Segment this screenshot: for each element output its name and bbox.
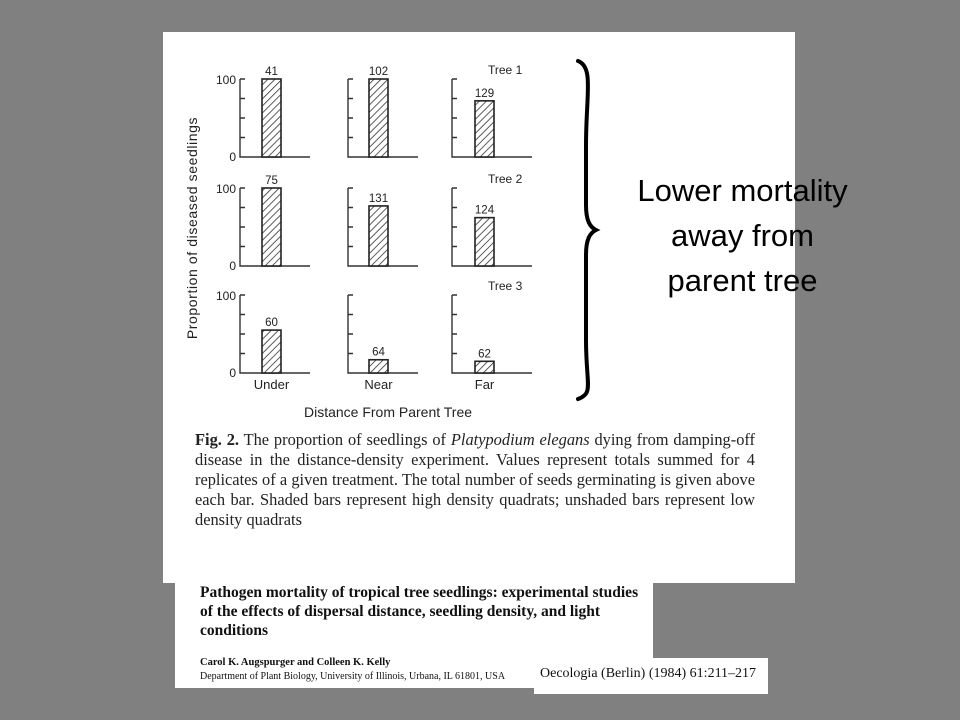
bar — [262, 330, 281, 373]
caption-species: Platypodium elegans — [450, 430, 590, 449]
y-tick-label-100: 100 — [215, 73, 236, 87]
x-tick-label: Far — [474, 377, 495, 392]
journal-citation: Oecologia (Berlin) (1984) 61:211–217 — [540, 666, 757, 681]
bar — [369, 360, 388, 373]
bar — [475, 101, 494, 157]
bar — [262, 79, 281, 157]
caption-text-1: The proportion of seedlings of — [239, 430, 451, 449]
bar-data-label: 64 — [372, 346, 385, 359]
bar-data-label: 62 — [478, 348, 491, 361]
y-tick-label-100: 100 — [215, 289, 236, 303]
x-tick-label: Under — [253, 377, 290, 392]
bar — [262, 188, 281, 266]
panel-title: Tree 1 — [488, 63, 523, 77]
annotation-line-2: away from — [671, 218, 814, 253]
bar-data-label: 124 — [474, 204, 495, 217]
paper-affiliation: Department of Plant Biology, University of Illinois, Urbana, IL 61801, USA — [200, 671, 506, 682]
panel-title: Tree 3 — [488, 279, 523, 293]
bar-data-label: 131 — [368, 192, 389, 205]
paper-title: Pathogen mortality of tropical tree seedlings: experimental studies of the effects of dispersal distance, seedling density, and light conditions — [200, 584, 639, 639]
annotation-line-3: parent tree — [667, 263, 818, 298]
bar — [475, 361, 494, 373]
paper-authors: Carol K. Augspurger and Colleen K. Kelly — [200, 657, 391, 668]
bar-data-label: 75 — [265, 175, 278, 187]
bar-data-label: 60 — [265, 317, 278, 330]
figure-caption — [195, 430, 755, 530]
annotation-line-1: Lower mortality — [637, 173, 848, 208]
caption-text-2: dying from damping-off disease in the distance-density experiment. Values represent totals summed for 4 replicates of a given treatment. The total number of seeds germinating is given above each bar. Shaded bars represent high density quadrats; unshaded bars represent low density quadrats — [195, 430, 756, 529]
bar — [369, 206, 388, 266]
bar — [369, 79, 388, 157]
bar-data-label: 129 — [474, 87, 495, 100]
x-tick-label: Near — [364, 377, 393, 392]
bar — [475, 218, 494, 266]
x-axis-label: Distance From Parent Tree — [303, 404, 473, 420]
bar-data-label: 102 — [368, 66, 389, 78]
y-tick-label-100: 100 — [215, 182, 236, 196]
bar-data-label: 41 — [265, 66, 278, 78]
y-axis-label: Proportion of diseased seedlings — [184, 116, 200, 340]
y-tick-label-0: 0 — [229, 150, 236, 164]
y-tick-label-0: 0 — [229, 259, 236, 273]
y-tick-label-0: 0 — [229, 366, 236, 380]
caption-lead: Fig. 2. — [195, 430, 240, 449]
panel-title: Tree 2 — [488, 172, 523, 186]
mortality-annotation — [610, 168, 875, 303]
